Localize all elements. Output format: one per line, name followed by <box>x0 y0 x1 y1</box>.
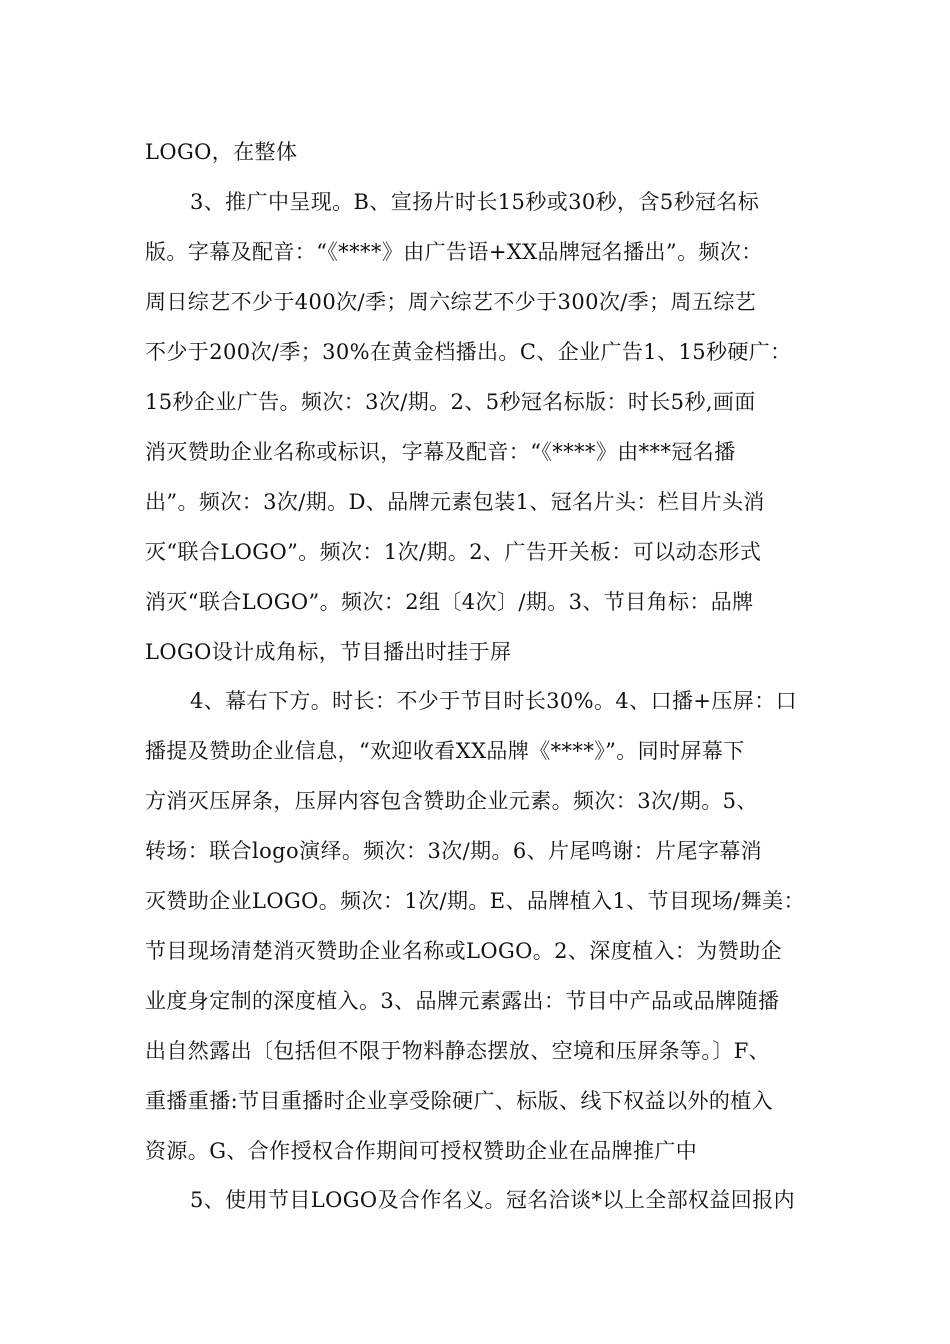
text-line: 灭赞助企业LOGO。频次：1次/期。E、品牌植入1、节目现场/舞美： <box>145 889 805 913</box>
text-line: 出自然露出〔包括但不限于物料静态摆放、空境和压屏条等。〕F、 <box>145 1039 771 1063</box>
text-line: LOGO，在整体 <box>145 140 298 164</box>
paragraph-start-line: 4、幕右下方。时长：不少于节目时长30%。4、口播+压屏：口 <box>190 689 797 713</box>
text-line: 15秒企业广告。频次：3次/期。2、5秒冠名标版：时长5秒,画面 <box>145 390 756 414</box>
text-line: 出”。频次：3次/期。D、品牌元素包装1、冠名片头：栏目片头消 <box>145 490 765 514</box>
text-line: 消灭“联合LOGO”。频次：2组〔4次〕/期。3、节目角标：品牌 <box>145 590 754 614</box>
text-line: LOGO设计成角标，节目播出时挂于屏 <box>145 640 512 664</box>
text-line: 版。字幕及配音：“《****》由广告语+XX品牌冠名播出”。频次： <box>145 240 763 264</box>
text-line: 方消灭压屏条，压屏内容包含赞助企业元素。频次：3次/期。5、 <box>145 789 758 813</box>
text-line: 灭“联合LOGO”。频次：1次/期。2、广告开关板：可以动态形式 <box>145 540 762 564</box>
text-line: 不少于200次/季；30%在黄金档播出。C、企业广告1、15秒硬广： <box>145 340 792 364</box>
text-line: 消灭赞助企业名称或标识，字幕及配音：“《****》由***冠名播 <box>145 440 736 464</box>
text-line: 节目现场清楚消灭赞助企业名称或LOGO。2、深度植入：为赞助企 <box>145 939 782 963</box>
text-line: 资源。G、合作授权合作期间可授权赞助企业在品牌推广中 <box>145 1139 698 1163</box>
paragraph-start-line: 5、使用节目LOGO及合作名义。冠名洽谈*以上全部权益回报内 <box>190 1188 796 1212</box>
paragraph-start-line: 3、推广中呈现。B、宣扬片时长15秒或30秒，含5秒冠名标 <box>190 190 760 214</box>
text-line: 播提及赞助企业信息，“欢迎收看XX品牌《****》”。同时屏幕下 <box>145 739 745 763</box>
text-line: 周日综艺不少于400次/季；周六综艺不少于300次/季；周五综艺 <box>145 290 757 314</box>
text-line: 业度身定制的深度植入。3、品牌元素露出：节目中产品或品牌随播 <box>145 989 780 1013</box>
text-line: 转场：联合logo演绎。频次：3次/期。6、片尾鸣谢：片尾字幕消 <box>145 839 763 863</box>
text-line: 重播重播:节目重播时企业享受除硬广、标版、线下权益以外的植入 <box>145 1089 774 1113</box>
